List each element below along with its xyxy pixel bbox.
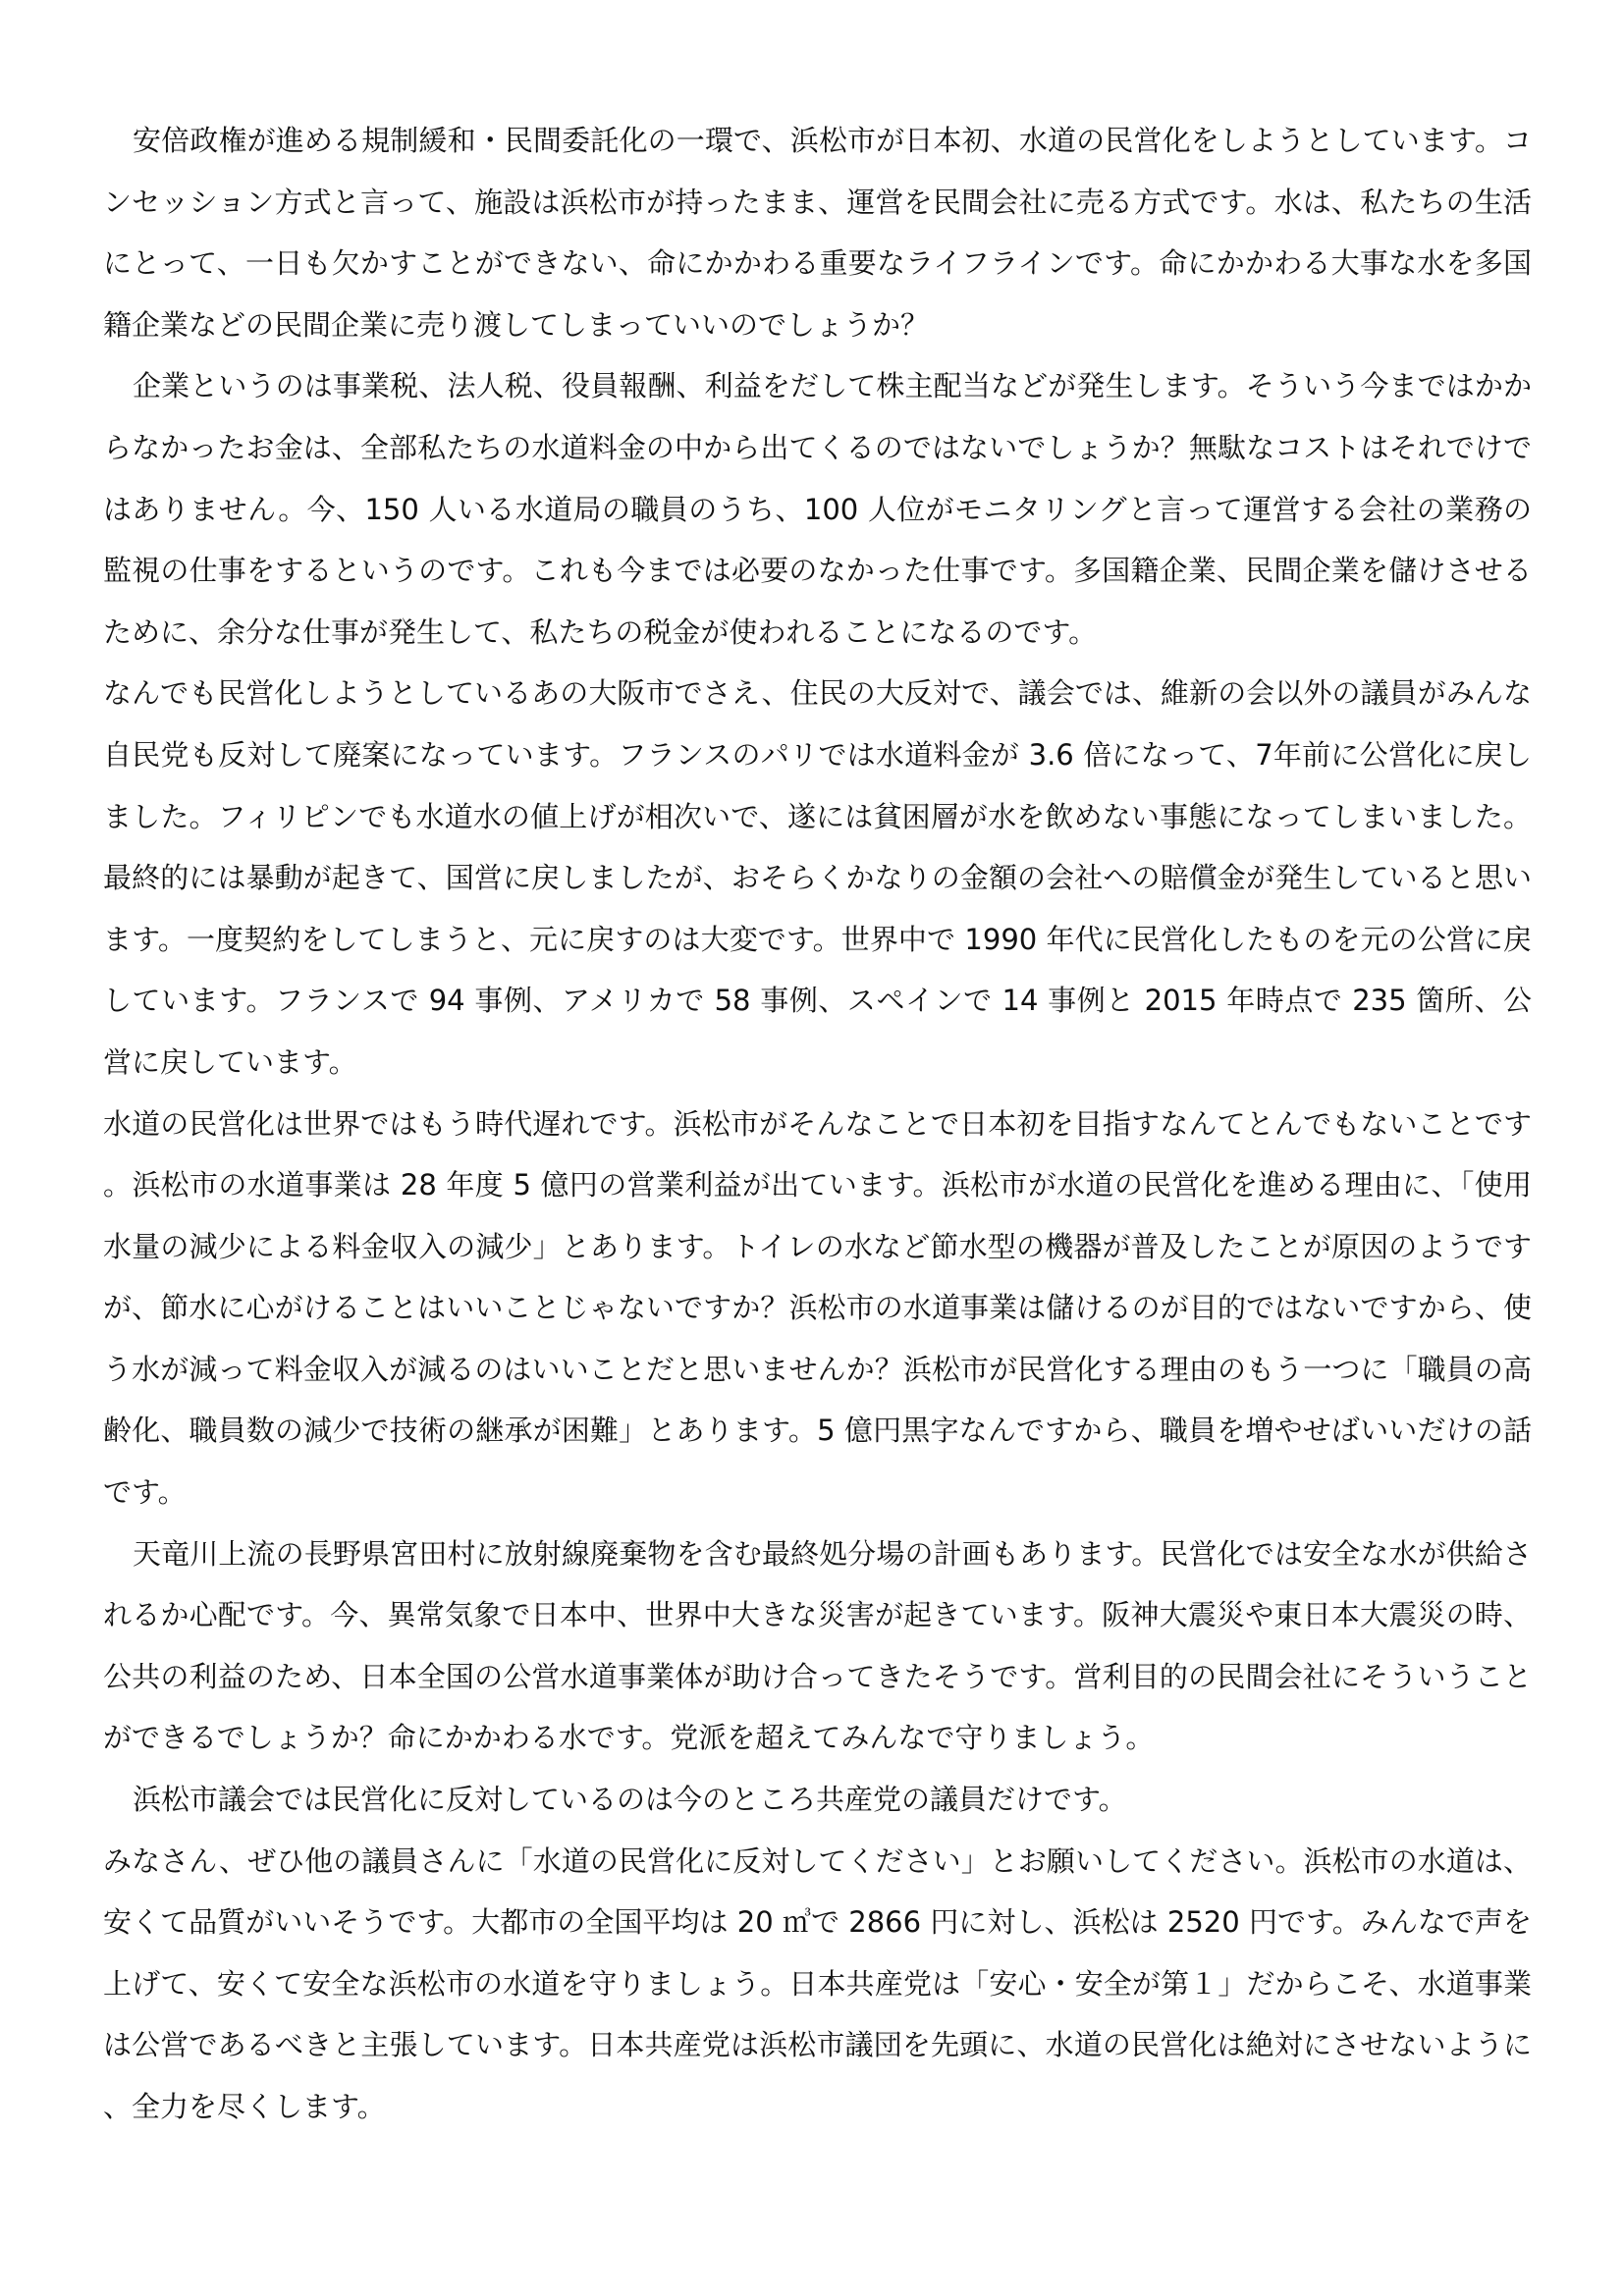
paragraph-call-to-action: みなさん、ぜひ他の議員さんに「水道の民営化に反対してください」とお願いしてください。浜松市の水道は、安くて品質がいいそうです。大都市の全国平均は 20 ㎥で 2866 円に対し、浜松は 2520 円です。みんなで声を上げて、安くて安全な浜松市の水道を守りましょう。日本共産党は「安心・安全が第１」だからこそ、水道事業は公営であるべきと主張しています。日本共産党は浜松市議団を先頭に、水道の民営化は絶対にさせないように、全力を尽くします。 [103, 1843, 1532, 2123]
paragraph-safety-disasters: 天竜川上流の長野県宮田村に放射線廃棄物を含む最終処分場の計画もあります。民営化では安全な水が供給されるか心配です。今、異常気象で日本中、世界中大きな災害が起きています。阪神大震災や東日本大震災の時、公共の利益のため、日本全国の公営水道事業体が助け合ってきたそうです。営利目的の民間会社にそういうことができるでしょうか？命にかかわる水です。党派を超えてみんなで守りましょう。 [103, 1536, 1532, 1755]
paragraph-corporate-costs: 企業というのは事業税、法人税、役員報酬、利益をだして株主配当などが発生します。そういう今まではかからなかったお金は、全部私たちの水道料金の中から出てくるのではないでしょうか？無駄なコストはそれでけではありません。今、150 人いる水道局の職員のうち、100 人位がモニタリングと言って運営する会社の業務の監視の仕事をするというのです。これも今までは必要のなかった仕事です。多国籍企業、民間企業を儲けさせるために、余分な仕事が発生して、私たちの税金が使われることになるのです。 [103, 369, 1532, 649]
paragraph-city-council: 浜松市議会では民営化に反対しているのは今のところ共産党の議員だけです。 [133, 1783, 1127, 1817]
paragraph-world-remunicipalization: なんでも民営化しようとしているあの大阪市でさえ、住民の大反対で、議会では、維新の会以外の議員がみんな自民党も反対して廃案になっています。フランスのパリでは水道料金が 3.6 倍になって、7年前に公営化に戻しました。フィリピンでも水道水の値上げが相次いで、遂には貧困層が水を飲めない事態になってしまいました。最終的には暴動が起きて、国営に戻しましたが、おそらくかなりの金額の会社への賠償金が発生していると思います。一度契約をしてしまうと、元に戻すのは大変です。世界中で 1990 年代に民営化したものを元の公営に戻しています。フランスで 94 事例、アメリカで 58 事例、スペインで 14 事例と 2015 年時点で 235 箇所、公営に戻しています。 [103, 676, 1532, 1079]
paragraph-privatization-intro: 安倍政権が進める規制緩和・民間委託化の一環で、浜松市が日本初、水道の民営化をしようとしています。コンセッション方式と言って、施設は浜松市が持ったまま、運営を民間会社に売る方式です。水は、私たちの生活にとって、一日も欠かすことができない、命にかかわる重要なライフラインです。命にかかわる大事な水を多国籍企業などの民間企業に売り渡してしまっていいのでしょうか？ [103, 124, 1532, 342]
paragraph-hamamatsu-reasons: 水道の民営化は世界ではもう時代遅れです。浜松市がそんなことで日本初を目指すなんてとんでもないことです。浜松市の水道事業は 28 年度 5 億円の営業利益が出ています。浜松市が水道の民営化を進める理由に、「使用水量の減少による料金収入の減少」とあります。トイレの水など節水型の機器が普及したことが原因のようですが、節水に心がけることはいいことじゃないですか？浜松市の水道事業は儲けるのが目的ではないですから、使う水が減って料金収入が減るのはいいことだと思いませんか？浜松市が民営化する理由のもう一つに「職員の高齢化、職員数の減少で技術の継承が困難」とあります。5 億円黒字なんですから、職員を増やせばいいだけの話です。 [103, 1106, 1532, 1510]
document-body [103, 110, 1532, 2138]
